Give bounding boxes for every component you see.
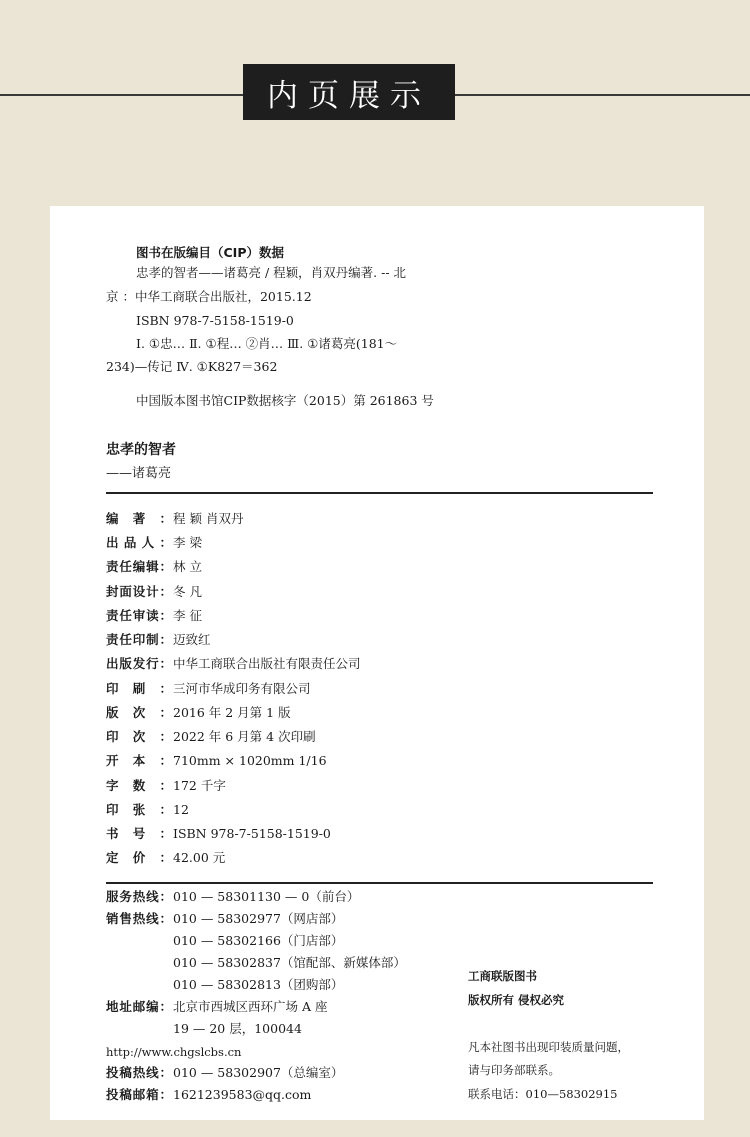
detail-label: 出品人： (106, 535, 172, 550)
detail-row (106, 729, 316, 745)
detail-value: 程 颖 肖双丹 (173, 511, 244, 526)
contact-address (106, 1021, 302, 1037)
detail-label: 出版发行： (106, 656, 172, 671)
divider-top (106, 492, 653, 494)
book-subtitle: ——诸葛亮 (106, 466, 172, 481)
cip-line-2: 京 ：中华工商联合出版社，2015.12 (106, 289, 312, 304)
detail-label: 封面设计： (106, 584, 172, 599)
detail-row (106, 511, 243, 527)
detail-row (106, 705, 291, 721)
contact-sales (106, 977, 343, 993)
contact-label: 地址邮编： (106, 999, 172, 1014)
detail-label: 版次： (106, 705, 172, 720)
copyright-brand: 工商联版图书 (468, 969, 537, 983)
contact-value: 010 — 58302837（馆配部、新媒体部） (173, 955, 406, 970)
detail-label: 编著： (106, 511, 172, 526)
detail-label: 责任印制： (106, 632, 172, 647)
detail-row (106, 584, 202, 600)
contact-address (106, 999, 327, 1015)
quality-notice: 凡本社图书出现印装质量问题， (468, 1040, 629, 1054)
contact-sales (106, 933, 343, 949)
detail-label: 责任编辑： (106, 559, 172, 574)
contact-value[interactable]: 1621239583@qq.com (173, 1087, 312, 1102)
contact-value: 北京市西城区西环广场 A 座 (173, 999, 328, 1014)
contact-submit (106, 1065, 343, 1081)
cip-record: 中国版本图书馆CIP数据核字（2015）第 261863 号 (136, 393, 434, 408)
detail-row (106, 632, 211, 648)
publisher-website[interactable]: http://www.chgslcbs.cn (106, 1045, 242, 1059)
detail-row (106, 802, 189, 818)
contact-value: 19 — 20 层，100044 (173, 1021, 302, 1036)
contact-value: 010 — 58302907（总编室） (173, 1065, 344, 1080)
contact-value: 010 — 58302977（网店部） (173, 911, 344, 926)
detail-label: 字数： (106, 778, 172, 793)
contact-label: 销售热线： (106, 911, 172, 926)
contact-sales (106, 911, 343, 927)
contact-value: 010 — 58301130 — 0（前台） (173, 889, 360, 904)
detail-value: 2016 年 2 月第 1 版 (173, 705, 291, 720)
contact-value: 010 — 58302166（门店部） (173, 933, 344, 948)
section-title: 内页展示 (243, 64, 455, 120)
detail-row (106, 778, 226, 794)
contact-label: 投稿邮箱： (106, 1087, 172, 1102)
detail-row (106, 559, 202, 575)
divider-bottom (106, 882, 653, 884)
quality-notice-2: 请与印务部联系。 (468, 1063, 560, 1077)
detail-value: 12 (173, 802, 189, 817)
cip-heading: 图书在版编目（CIP）数据 (136, 245, 284, 260)
detail-value: 710mm × 1020mm 1/16 (173, 753, 327, 768)
copyright-page (50, 206, 704, 1120)
detail-label: 责任审读： (106, 608, 172, 623)
detail-value: 2022 年 6 月第 4 次印刷 (173, 729, 316, 744)
cip-class-2: 234)—传记 Ⅳ. ①K827＝362 (106, 359, 278, 374)
book-title: 忠孝的智者 (106, 442, 176, 458)
detail-label: 印刷： (106, 681, 172, 696)
contact-label: 投稿热线： (106, 1065, 172, 1080)
detail-value: 172 千字 (173, 778, 226, 793)
detail-row (106, 753, 327, 769)
detail-value: 三河市华成印务有限公司 (173, 681, 311, 696)
contact-value: 010 — 58302813（团购部） (173, 977, 344, 992)
cip-isbn: ISBN 978-7-5158-1519-0 (136, 313, 294, 328)
detail-label: 印张： (106, 802, 172, 817)
contact-service (106, 889, 359, 905)
detail-row (106, 608, 202, 624)
detail-row (106, 826, 331, 842)
detail-label: 定价： (106, 850, 172, 865)
detail-value: 42.00 元 (173, 850, 226, 865)
detail-value: 林 立 (173, 559, 202, 574)
detail-label: 书号： (106, 826, 172, 841)
detail-row (106, 535, 202, 551)
detail-row (106, 681, 311, 697)
contact-label: 服务热线： (106, 889, 172, 904)
cip-class-1: Ⅰ. ①忠… Ⅱ. ①程… ②肖… Ⅲ. ①诸葛亮(181～ (136, 336, 398, 351)
detail-row (106, 656, 361, 672)
detail-value: 李 征 (173, 608, 202, 623)
detail-value: 冬 凡 (173, 584, 202, 599)
contact-phone: 联系电话：010—58302915 (468, 1087, 618, 1101)
copyright-notice: 版权所有 侵权必究 (468, 993, 565, 1007)
cip-line-1: 忠孝的智者——诸葛亮 / 程颖，肖双丹编著. -- 北 (136, 265, 407, 280)
detail-value: 中华工商联合出版社有限责任公司 (173, 656, 361, 671)
detail-value: 迈致红 (173, 632, 211, 647)
detail-label: 印次： (106, 729, 172, 744)
contact-email (106, 1087, 311, 1103)
detail-label: 开本： (106, 753, 172, 768)
detail-value: ISBN 978-7-5158-1519-0 (173, 826, 331, 841)
detail-row (106, 850, 225, 866)
contact-sales (106, 955, 406, 971)
detail-value: 李 梁 (173, 535, 202, 550)
